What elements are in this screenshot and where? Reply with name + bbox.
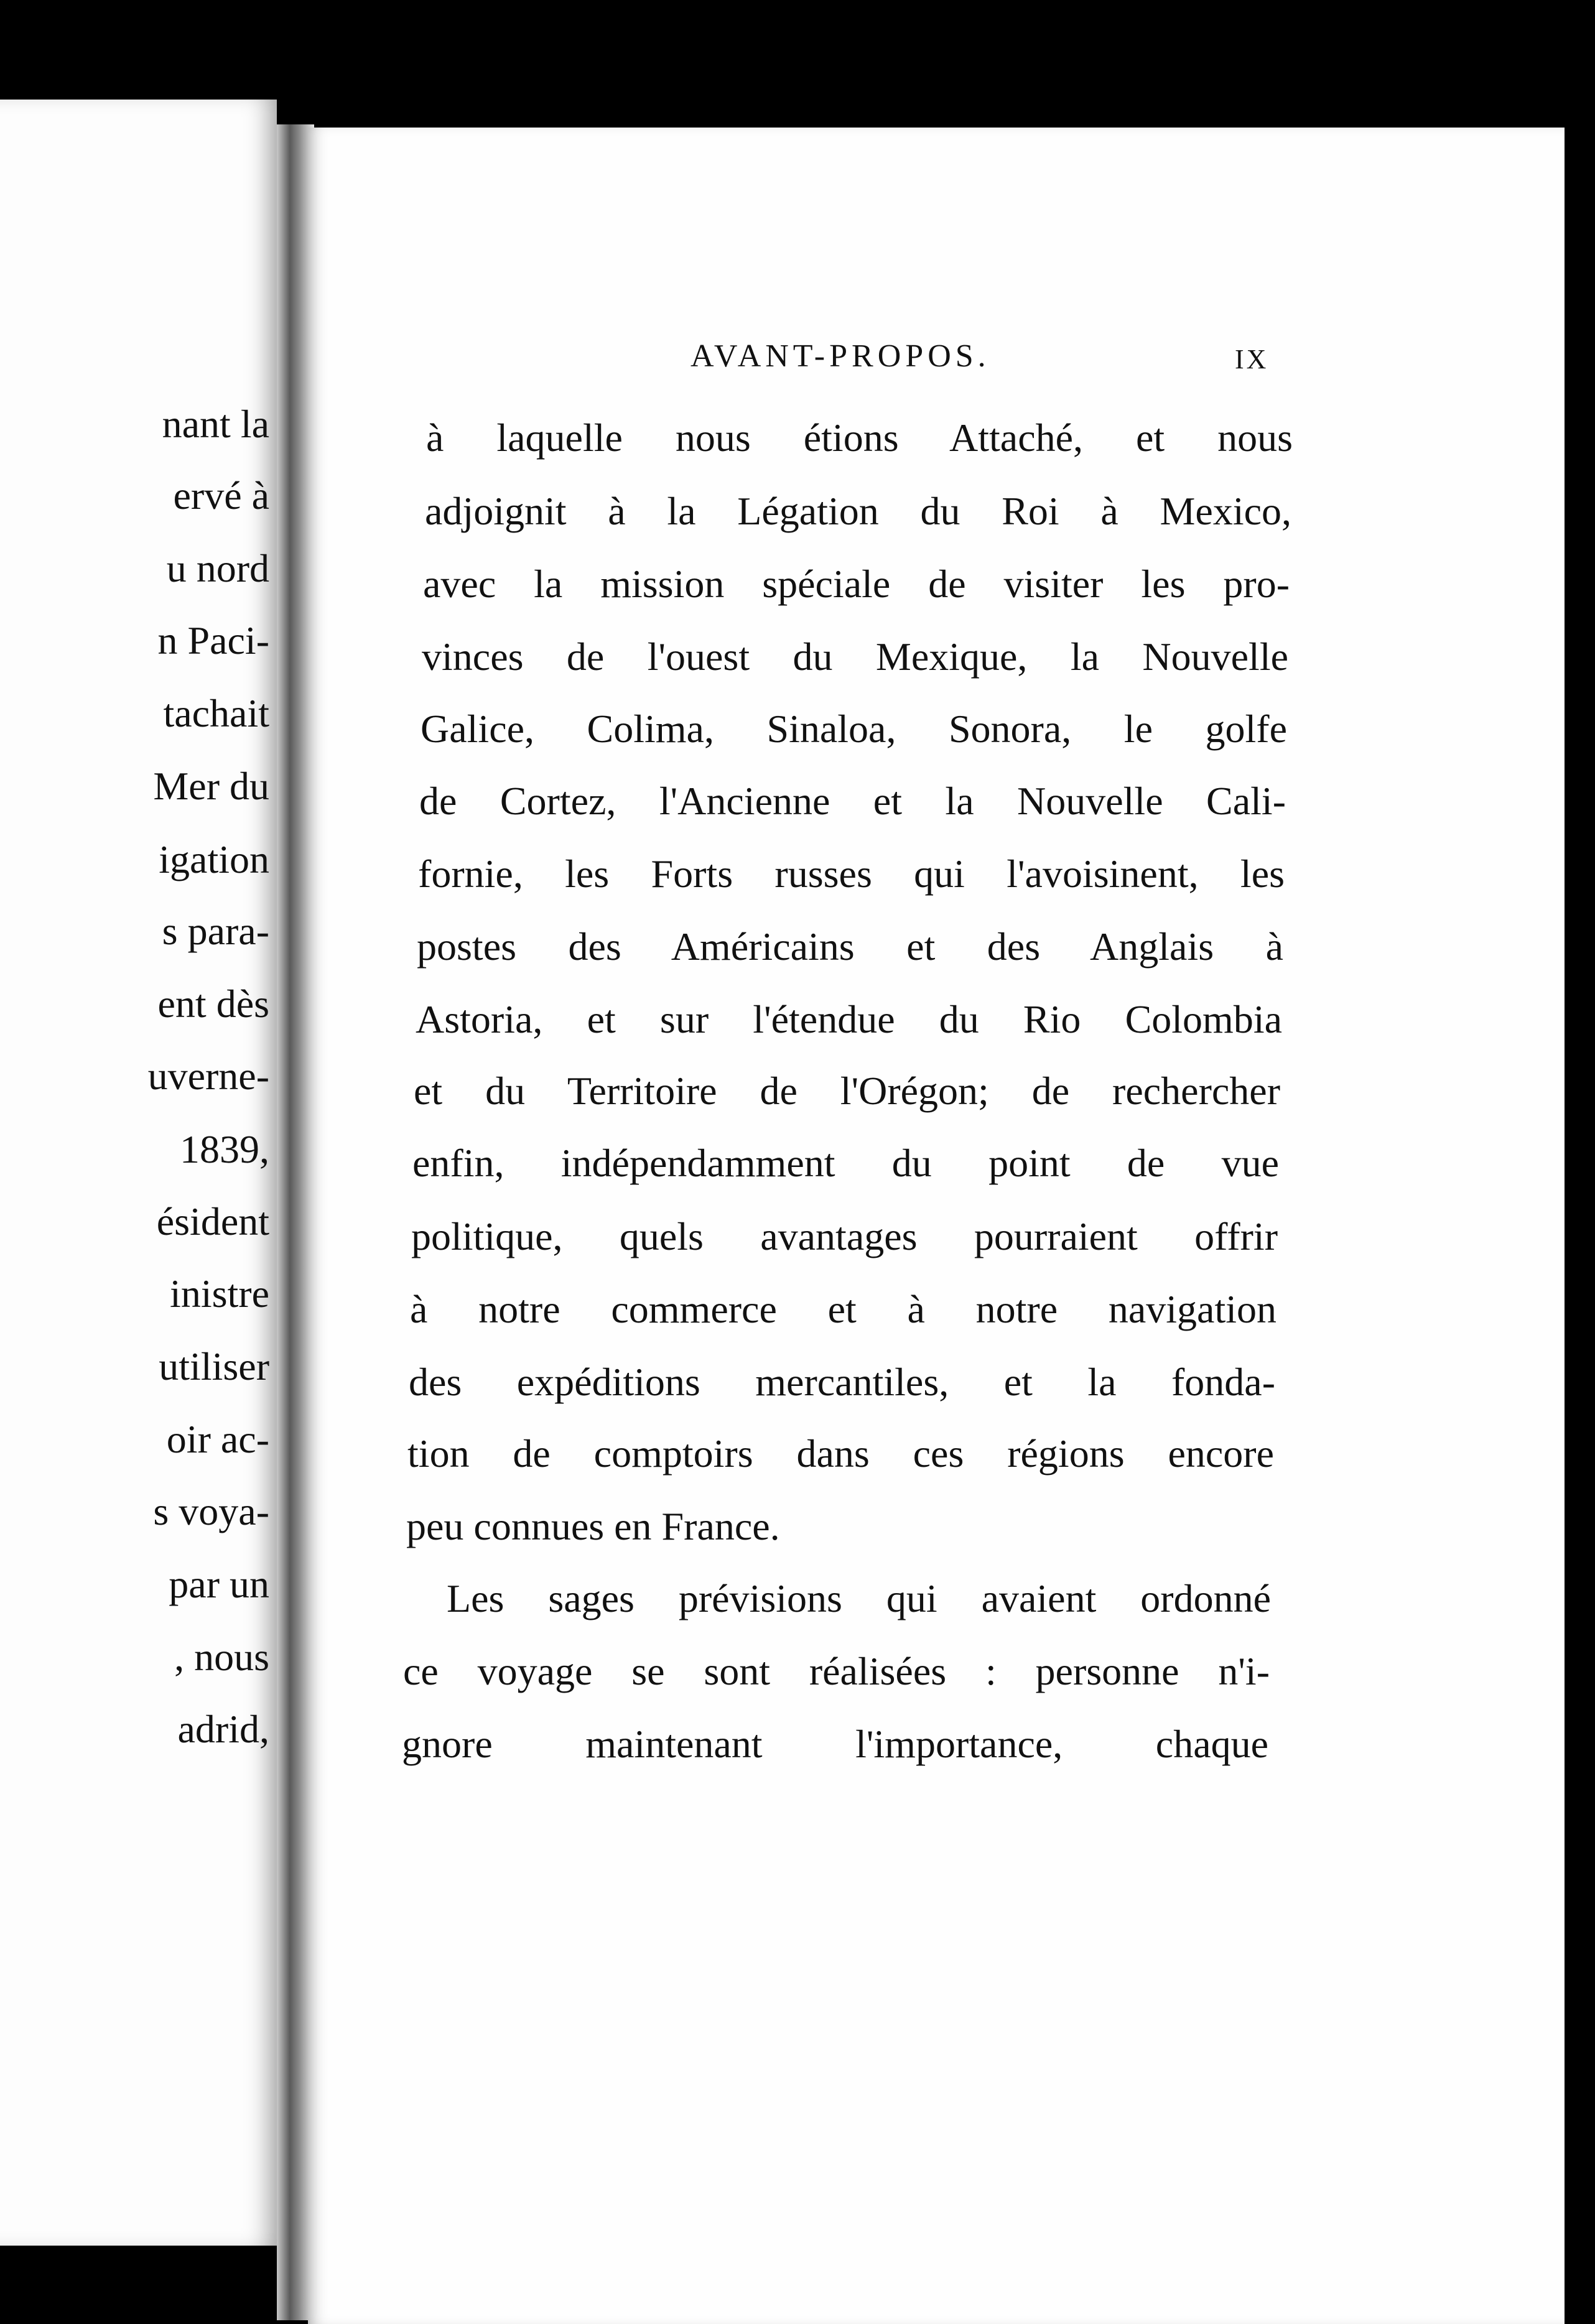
text-line: enfin, indépendamment du point de vue: [412, 1141, 1279, 1185]
left-page-line: , nous: [174, 1635, 269, 1679]
text-line: adjoignit à la Légation du Roi à Mexico,: [425, 489, 1291, 533]
left-page-line: tachait: [163, 691, 269, 735]
left-page-line: ésident: [156, 1199, 269, 1243]
left-page-line: uverne-: [147, 1054, 269, 1098]
left-page: [0, 100, 277, 2246]
text-line: des expéditions mercantiles, et la fonda-: [409, 1360, 1275, 1404]
text-line: Galice, Colima, Sinaloa, Sonora, le golfe: [421, 707, 1287, 751]
text-line: Astoria, et sur l'étendue du Rio Colombia: [416, 997, 1282, 1041]
left-page-line: ervé à: [173, 473, 269, 518]
text-line: de Cortez, l'Ancienne et la Nouvelle Cali-: [419, 779, 1286, 823]
text-line: ce voyage se sont réalisées : personne n'i-: [403, 1649, 1270, 1693]
left-page-line: s para-: [162, 909, 269, 953]
text-line: peu connues en France.: [406, 1504, 780, 1548]
text-line: gnore maintenant l'importance, chaque: [402, 1722, 1268, 1766]
page-number: IX: [1235, 344, 1269, 374]
left-page-line: adrid,: [177, 1707, 269, 1751]
left-page-line: inistre: [170, 1271, 269, 1316]
left-page-line: oir ac-: [166, 1417, 269, 1461]
text-line: vinces de l'ouest du Mexique, la Nouvelle: [422, 634, 1288, 679]
text-line: à laquelle nous étions Attaché, et nous: [426, 416, 1293, 460]
left-page-line: utiliser: [159, 1344, 269, 1388]
text-line: et du Territoire de l'Orégon; de rechercher: [414, 1069, 1280, 1113]
left-page-line: ent dès: [157, 982, 269, 1026]
left-page-line: nant la: [162, 402, 269, 446]
running-head: AVANT-PROPOS.: [691, 338, 990, 374]
text-line: fornie, les Forts russes qui l'avoisinent, les: [418, 852, 1285, 896]
left-page-line: 1839,: [180, 1127, 269, 1171]
text-line: à notre commerce et à notre navigation: [410, 1287, 1276, 1331]
left-page-line: par un: [169, 1562, 269, 1606]
text-line: Les sages prévisions qui avaient ordonné: [447, 1576, 1271, 1620]
text-line: postes des Américains et des Anglais à: [417, 924, 1283, 969]
left-page-line: s voya-: [153, 1489, 269, 1533]
left-page-line: n Paci-: [157, 618, 269, 662]
left-page-line: u nord: [166, 546, 269, 590]
text-line: avec la mission spéciale de visiter les pro-: [423, 562, 1290, 606]
left-page-line: Mer du: [153, 764, 269, 808]
left-page-line: igation: [159, 837, 269, 881]
text-line: tion de comptoirs dans ces régions encore: [407, 1431, 1274, 1476]
text-line: politique, quels avantages pourraient offrir: [411, 1214, 1278, 1258]
